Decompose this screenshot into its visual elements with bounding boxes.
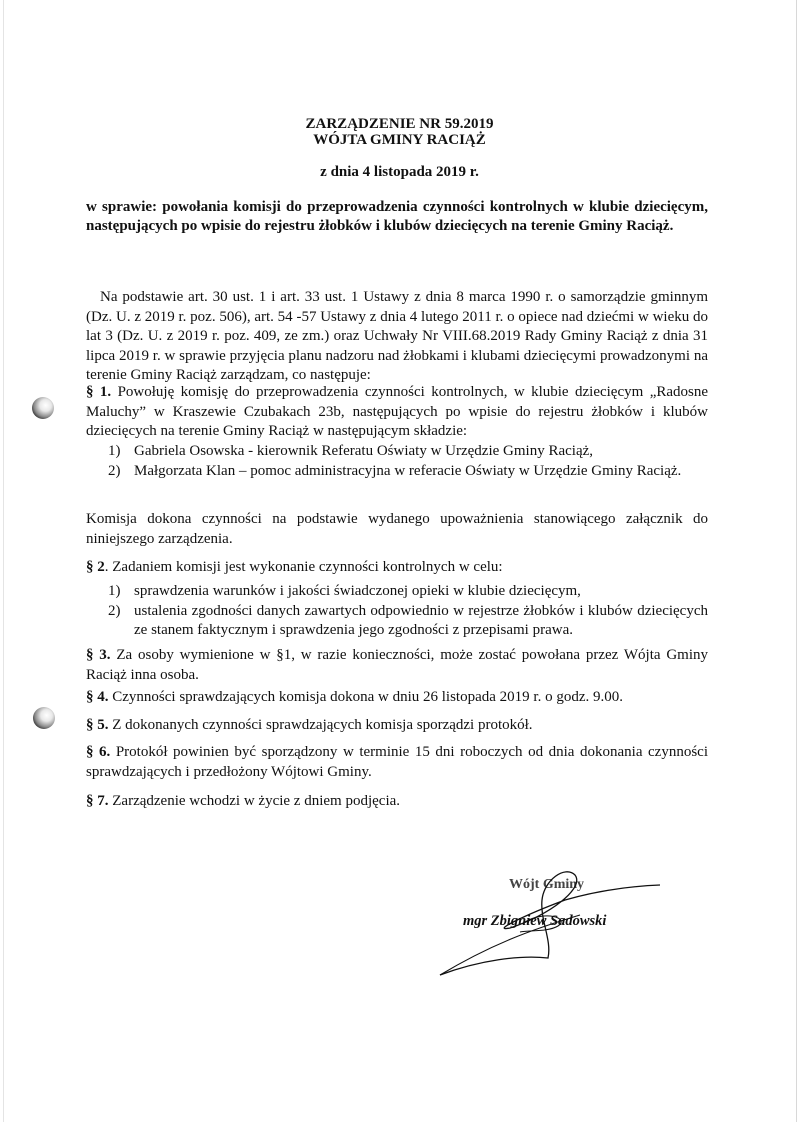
section-text: Zarządzenie wchodzi w życie z dniem podjęcia. bbox=[108, 793, 401, 809]
section-6 bbox=[86, 743, 708, 782]
list-item: 1) Gabriela Osowska - kierownik Referatu Oświaty w Urzędzie Gminy Raciąż, bbox=[108, 443, 594, 459]
section-3 bbox=[86, 646, 708, 685]
section-mark: § 6. bbox=[86, 744, 111, 760]
section-text: Czynności sprawdzających komisja dokona w dniu 26 listopada 2019 r. o godz. 9.00. bbox=[108, 689, 623, 705]
section-1-note: Komisja dokona czynności na podstawie wydanego upoważnienia stanowiącego załącznik do niniejszego zarządzenia. bbox=[86, 511, 708, 547]
list-item: 2) ustalenia zgodności danych zawartych odpowiednio w rejestrze żłobków i klubów dziecięcych ze stanem faktycznym i sprawdzenia jego zgodności z przepisami prawa. bbox=[108, 602, 708, 638]
list-item: 1) sprawdzenia warunków i jakości świadczonej opieki w klubie dziecięcym, bbox=[108, 583, 581, 599]
handwritten-signature-icon bbox=[430, 860, 670, 980]
section-text: Powołuję komisję do przeprowadzenia czynności kontrolnych, w klubie dziecięcym „Radosne Maluchy” w Kraszewie Czubakach 23b, następujących po wpisie do rejestru żłobków i klubów dziecięcych na terenie Gminy Raciąż w następującym składzie: bbox=[86, 384, 709, 439]
section-4 bbox=[86, 688, 708, 708]
section-text: Protokół powinien być sporządzony w terminie 15 dni roboczych od dnia dokonania czynności sprawdzających i przedłożony Wójtowi Gminy. bbox=[86, 744, 709, 780]
section-7 bbox=[86, 792, 708, 812]
section-text: Za osoby wymienione w §1, w razie konieczności, może zostać powołana przez Wójta Gminy Raciąż inna osoba. bbox=[86, 647, 708, 683]
signatory-title: Wójt Gminy bbox=[509, 877, 585, 892]
signatory-name: mgr Zbigniew Sadowski bbox=[463, 913, 607, 929]
control-goals-list bbox=[108, 582, 708, 641]
document-title: ZARZĄDZENIE NR 59.2019 bbox=[305, 116, 494, 132]
punch-hole-icon bbox=[33, 707, 55, 729]
section-mark: § 1. bbox=[86, 384, 112, 400]
legal-basis: Na podstawie art. 30 ust. 1 i art. 33 ust. 1 Ustawy z dnia 8 marca 1990 r. o samorządzie gminnym (Dz. U. z 2019 r. poz. 506), art. 54 -57 Ustawy z dnia 4 lutego 2011 r. o opiece nad dziećmi w wieku do lat 3 (Dz. U. z 2019 r. poz. 409, ze zm.) oraz Uchwały Nr VIII.68.2019 Rady Gminy Raciąż z dnia 31 lipca 2019 r. w sprawie przyjęcia planu nadzoru nad żłobkami i klubami dziecięcymi prowadzonymi na terenie Gminy Raciąż zarządzam, co następuje: bbox=[86, 289, 708, 383]
punch-hole-icon bbox=[32, 397, 54, 419]
section-mark: § 4. bbox=[86, 689, 109, 705]
section-mark: § 5. bbox=[86, 717, 109, 733]
section-1 bbox=[86, 383, 708, 442]
document-subject: w sprawie: powołania komisji do przeprowadzenia czynności kontrolnych w klubie dziecięcym, następujących po wpisie do rejestru żłobków i klubów dziecięcych na terenie Gminy Raciąż. bbox=[86, 199, 708, 234]
section-2 bbox=[86, 558, 708, 578]
section-text: . Zadaniem komisji jest wykonanie czynności kontrolnych w celu: bbox=[104, 559, 503, 575]
section-mark: § 2 bbox=[86, 559, 105, 575]
list-item: 2) Małgorzata Klan – pomoc administracyjna w referacie Oświaty w Urzędzie Gminy Raciąż. bbox=[108, 462, 682, 479]
document-issuer: WÓJTA GMINY RACIĄŻ bbox=[313, 132, 486, 148]
section-5 bbox=[86, 716, 708, 736]
document-date: z dnia 4 listopada 2019 r. bbox=[320, 164, 479, 180]
section-text: Z dokonanych czynności sprawdzających komisja sporządzi protokół. bbox=[108, 717, 533, 733]
committee-members-list bbox=[108, 442, 708, 481]
section-mark: § 3. bbox=[86, 647, 111, 663]
section-mark: § 7. bbox=[86, 793, 109, 809]
